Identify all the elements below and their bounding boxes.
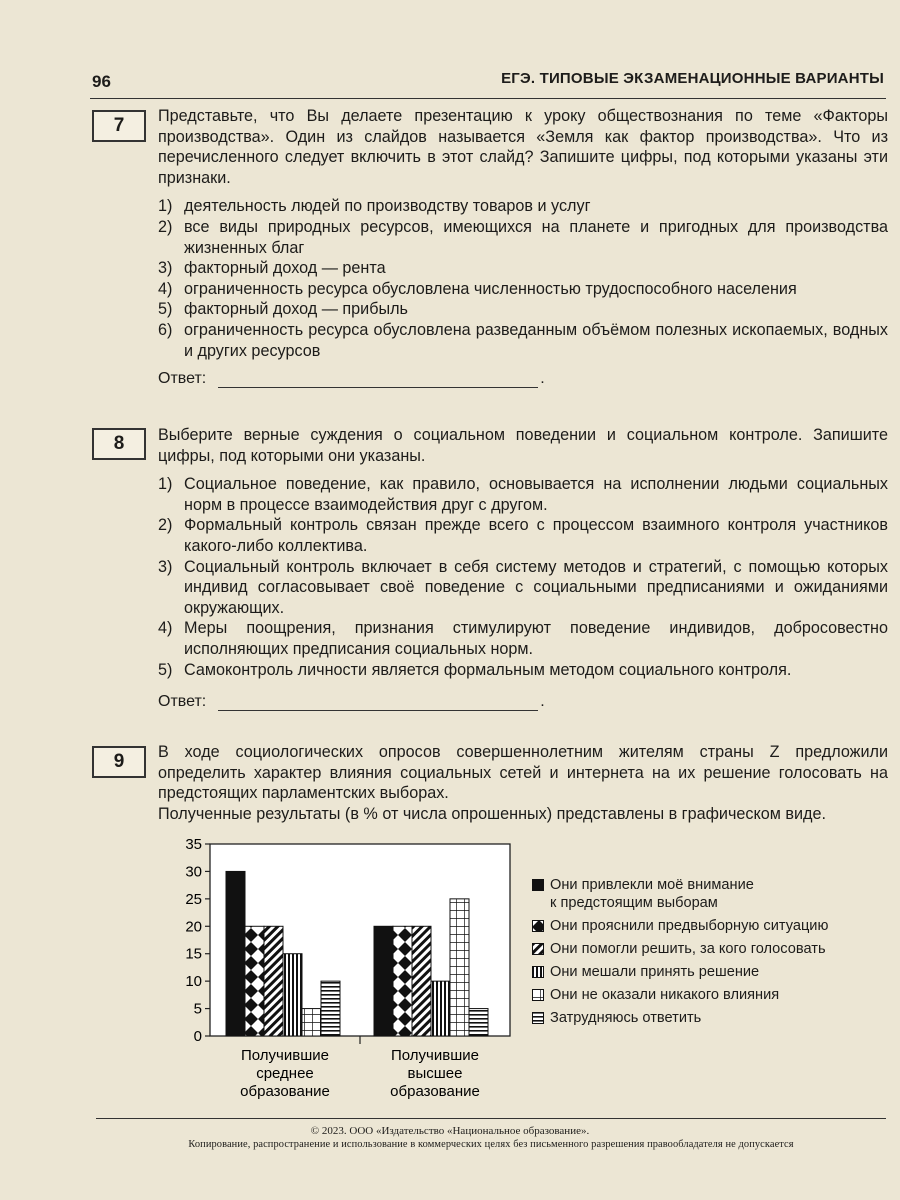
- category-label: образование: [390, 1083, 480, 1100]
- option-number: 6): [158, 320, 173, 339]
- question-8-options: [158, 474, 888, 680]
- question-9-number: 9: [92, 746, 146, 778]
- answer-7-end: .: [540, 370, 545, 387]
- bar-5-group-2: [450, 899, 469, 1036]
- option-item: [158, 515, 888, 556]
- header-rule: [90, 98, 886, 99]
- question-7-number: 7: [92, 110, 146, 142]
- answer-8-end: .: [540, 693, 545, 710]
- bar-5-group-1: [302, 1009, 321, 1036]
- question-9-stem: В ходе социологических опросов совершеннолетним жителям страны Z предложили определить характер влияния социальных сетей и интернета на их решение голосовать на предстоящих парламентских выборах.: [158, 743, 888, 803]
- answer-7: [158, 370, 545, 388]
- legend-label-line: к предстоящим выборам: [550, 895, 718, 911]
- chart-legend: [532, 876, 828, 1032]
- y-tick-label: 35: [185, 836, 202, 853]
- page-number: 96: [92, 72, 111, 91]
- legend-label: [550, 876, 754, 912]
- option-item: [158, 217, 888, 258]
- legend-swatch: [532, 1012, 544, 1024]
- option-text: Самоконтроль личности является формальным методом социального контроля.: [184, 660, 792, 679]
- y-tick-label: 15: [185, 945, 202, 963]
- y-tick-label: 5: [193, 1000, 202, 1018]
- y-tick-label: 10: [185, 973, 202, 991]
- bar-2-group-1: [245, 926, 264, 1036]
- y-tick-label: 25: [185, 890, 202, 908]
- bar-4-group-1: [283, 954, 302, 1036]
- y-tick-label: 20: [185, 918, 202, 936]
- answer-8: [158, 693, 545, 711]
- option-number: 4): [158, 619, 173, 638]
- footer-notice: Копирование, распространение и использование в коммерческих целях без письменного разрешения правообладателя не допускается: [188, 1139, 794, 1150]
- question-8-number: 8: [92, 428, 146, 460]
- category-label: Получившие: [241, 1047, 329, 1064]
- option-number: 1): [158, 475, 173, 494]
- bar-1-group-1: [226, 871, 245, 1036]
- legend-item: [532, 917, 828, 935]
- option-text: Формальный контроль связан прежде всего с процессом взаимного контроля участников какого-либо коллектива.: [184, 516, 888, 555]
- legend-label: Они мешали принять решение: [550, 964, 760, 980]
- option-item: [158, 299, 888, 320]
- question-8: [158, 425, 888, 680]
- answer-8-label: Ответ:: [158, 693, 207, 710]
- option-text: Социальный контроль включает в себя систему методов и стратегий, с помощью которых индивид согласовывает своё поведение с социальными предписаниями и ожиданиями окружающих.: [184, 557, 888, 617]
- option-text: Меры поощрения, признания стимулируют поведение индивидов, добросовестно исполняющих предписания социальных норм.: [184, 619, 888, 658]
- legend-item: [532, 876, 828, 912]
- category-label: образование: [240, 1083, 330, 1100]
- option-number: 4): [158, 279, 173, 298]
- option-item: [158, 474, 888, 515]
- option-item: [158, 320, 888, 361]
- question-8-stem: Выберите верные суждения о социальном поведении и социальном контроле. Запишите цифры, под которыми они указаны.: [158, 426, 888, 465]
- option-number: 1): [158, 197, 173, 216]
- question-7-options: [158, 196, 888, 361]
- bar-2-group-2: [393, 926, 412, 1036]
- option-text: все виды природных ресурсов, имеющихся на планете и пригодных для производства жизненных благ: [184, 217, 888, 257]
- legend-label: Они помогли решить, за кого голосовать: [550, 941, 826, 957]
- running-title: ЕГЭ. ТИПОВЫЕ ЭКЗАМЕНАЦИОННЫЕ ВАРИАНТЫ: [501, 70, 884, 87]
- answer-7-label: Ответ:: [158, 370, 207, 387]
- option-item: [158, 196, 888, 217]
- question-9-stem-2: Полученные результаты (в % от числа опрошенных) представлены в графическом виде.: [158, 804, 826, 823]
- legend-item: [532, 1009, 828, 1027]
- legend-label: Они не оказали никакого влияния: [550, 987, 780, 1003]
- category-label: среднее: [256, 1065, 314, 1082]
- legend-swatch: [532, 920, 544, 932]
- answer-7-field[interactable]: [218, 371, 538, 388]
- option-number: 3): [158, 259, 173, 278]
- option-item: [158, 660, 888, 681]
- legend-label-line: Они привлекли моё внимание: [550, 877, 754, 893]
- footer-rule: [96, 1118, 886, 1119]
- question-7-stem: Представьте, что Вы делаете презентацию к уроку обществознания по теме «Факторы производства». Один из слайдов называется «Земля как фактор производства». Что из перечисленного следует включить в этот слайд? Запишите цифры, под которыми указаны эти признаки.: [158, 107, 888, 187]
- footer-copyright: © 2023. ООО «Издательство «Национальное образование».: [310, 1125, 590, 1137]
- category-label: высшее: [407, 1065, 463, 1082]
- option-text: ограниченность ресурса обусловлена разведанным объёмом полезных ископаемых, водных и других ресурсов: [184, 320, 888, 360]
- legend-label: Они прояснили предвыборную ситуацию: [550, 918, 829, 934]
- bar-6-group-2: [469, 1009, 488, 1036]
- legend-swatch: [532, 966, 544, 978]
- option-text: Социальное поведение, как правило, основывается на исполнении людьми социальных норм в процессе взаимодействия друг с другом.: [184, 475, 888, 514]
- y-tick-label: 30: [185, 863, 202, 881]
- bar-3-group-2: [412, 926, 431, 1036]
- option-number: 5): [158, 660, 173, 679]
- option-text: факторный доход — рента: [184, 259, 386, 278]
- legend-item: [532, 963, 828, 981]
- option-item: [158, 279, 888, 300]
- legend-label: Затрудняюсь ответить: [550, 1010, 702, 1026]
- option-number: 2): [158, 516, 173, 535]
- y-tick-label: 0: [193, 1028, 202, 1045]
- legend-item: [532, 940, 828, 958]
- question-9: [158, 742, 888, 832]
- option-text: факторный доход — прибыль: [184, 300, 408, 319]
- legend-swatch: [532, 989, 544, 1001]
- legend-swatch: [532, 943, 544, 955]
- bar-3-group-1: [264, 926, 283, 1036]
- option-text: деятельность людей по производству товаров и услуг: [184, 197, 591, 216]
- option-number: 5): [158, 300, 173, 319]
- option-number: 2): [158, 217, 173, 236]
- bar-6-group-1: [321, 981, 340, 1036]
- option-item: [158, 618, 888, 659]
- category-label: Получившие: [391, 1047, 479, 1064]
- legend-swatch: [532, 879, 544, 891]
- option-text: ограниченность ресурса обусловлена численностью трудоспособного населения: [184, 279, 797, 298]
- question-7: [158, 106, 888, 361]
- option-item: [158, 258, 888, 279]
- option-item: [158, 557, 888, 619]
- bar-4-group-2: [431, 981, 450, 1036]
- legend-item: [532, 986, 828, 1004]
- option-number: 3): [158, 557, 173, 576]
- bar-1-group-2: [374, 926, 393, 1036]
- answer-8-field[interactable]: [218, 694, 538, 711]
